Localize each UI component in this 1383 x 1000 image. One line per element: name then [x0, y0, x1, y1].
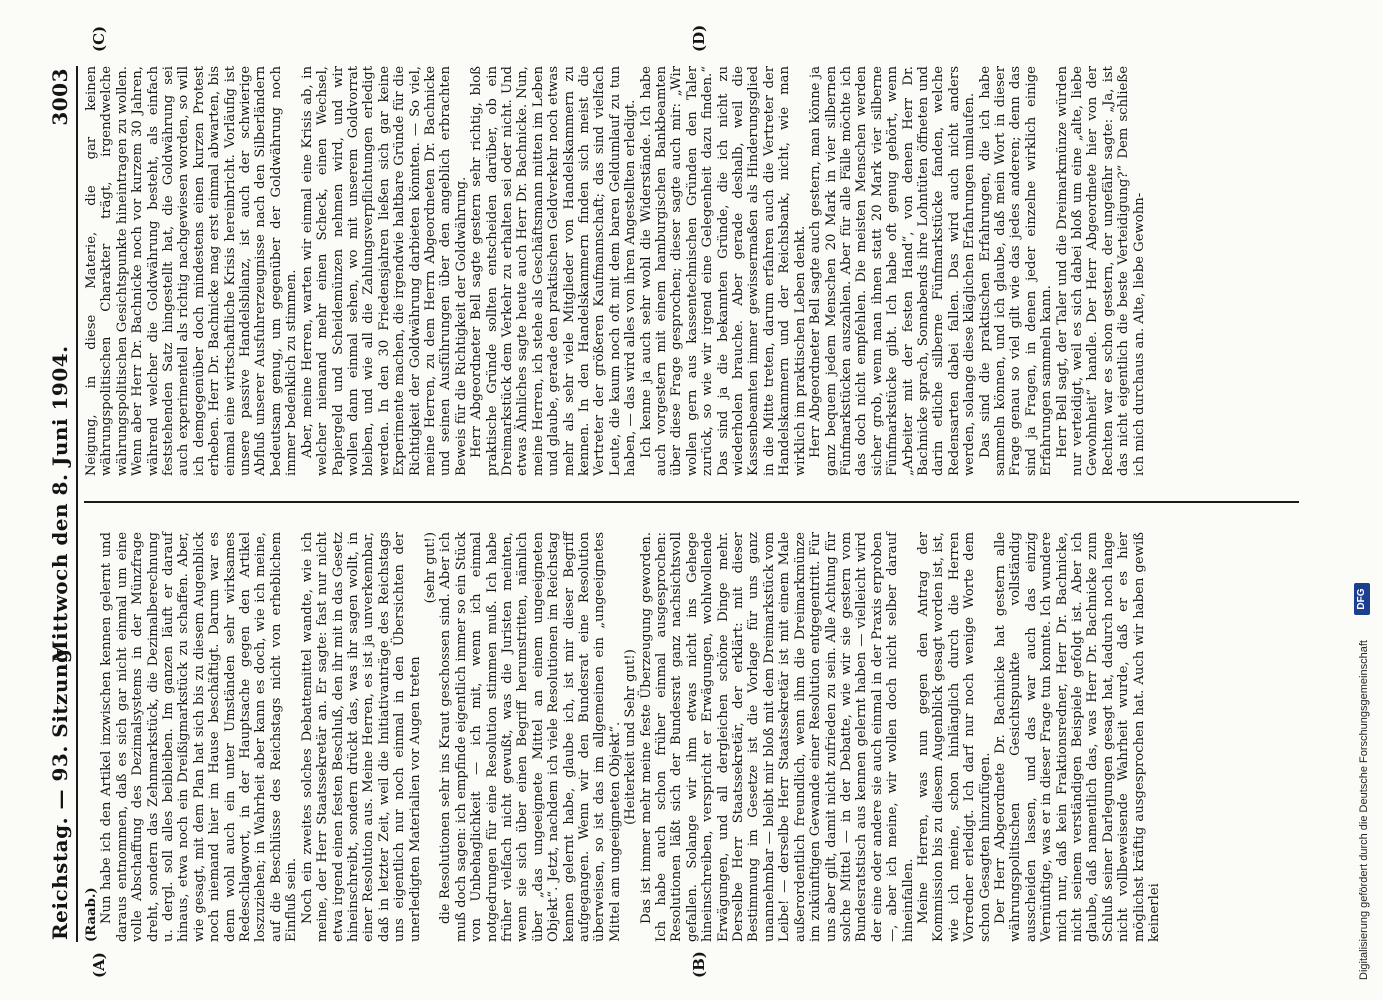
paragraph: Das ist immer mehr meine feste Überzeugung geworden. Ich habe auch schon früher einmal ausgesprochen: Resolutionen läßt sich der Bundesrat ganz nachsichtsvoll gefallen. Solange wir ihm etwas nicht ins Gehege hineinschreiben, verspricht er Erwägungen, wohlwollende Erwägungen, und all dergleichen schöne Dinge mehr. Derselbe Herr Staatssekretär, der erklärt: mit dieser Bestimmung im Gesetze ist die Vorlage für uns ganz unannehmbar — bleibt mir bloß mit dem Dreimarkstück vom Leibe! — derselbe Herr Staatssekretär ist mit einem Male außerordentlich freundlich, wenn ihm die Dreimarkmünze im zukünftigen Gewande einer Resolution entgegentritt. Für uns aber gilt, damit nicht zufrieden zu sein. Alle Achtung für solche Mittel — in der Debatte, wie wir sie gestern vom Bundesratstisch aus kennen gelernt haben — vielleicht wird der eine oder andere sie auch einmal in der Praxis erproben —, aber ich meine, wir wollen doch nicht selber darauf hineinfallen. — [638, 532, 916, 942]
text-column-right — [84, 66, 1299, 476]
margin-mark-c: (C) — [90, 25, 108, 52]
paragraph: Ich kenne ja auch sehr wohl die Widerstände. Ich habe auch vorgestern mit einem hamburgischen Bankbeamten über diese Frage gesprochen; dieser sagte auch mir: „Wir wollen gern aus kassentechnischen Gründen den Taler zurück, so wie wir irgend eine Gelegenheit dazu finden.“ Das sind ja die bekannten Gründe, die ich nicht zu wiederholen brauche. Aber gerade deshalb, weil die Kassenbeamten immer gewissermaßen als Hinderungsglied in die Mitte treten, darum erfahren auch die Vertreter der Handelskammern und der Reichsbank, nicht, wie man wirklich im praktischen Leben denkt. — [638, 66, 808, 476]
paragraph: Meine Herren, was nun gegen den Antrag der Kommission bis zu diesem Augenblick gesagt worden ist, ist, wie ich meine, schon hinlänglich durch die Herren Vorredner erledigt. Ich darf nur noch wenige Worte dem schon Gesagten hinzufügen. — [915, 532, 993, 942]
margin-mark-b: (B) — [690, 951, 708, 978]
digitization-footer — [1352, 20, 1376, 980]
funding-credit: Digitalisierung gefördert durch die Deutsche Forschungsgemeinschaft — [1358, 640, 1370, 980]
margin-mark-d: (D) — [690, 24, 708, 52]
paragraph: Das sind die praktischen Erfahrungen, die ich habe sammeln können, und ich glaube, daß mein Wort in dieser Frage genau so viel gilt wie das jedes anderen; denn das sind ja Fragen, in denen jeder einzelne wirklich einige Erfahrungen sammeln kann. — [977, 66, 1055, 476]
running-header — [46, 66, 78, 942]
page-number: 3003 — [48, 68, 72, 126]
paragraph: Der Herr Abgeordnete Dr. Bachnicke hat gestern alle währungspolitischen Gesichtspunkte vollständig ausscheiden lassen, und das war auch das einzig Vernünftige, was er in dieser Frage tun konnte. Ich wundere mich nur, daß kein Fraktionsredner, Herr Dr. Bachnicke, nicht seinem verständigen Beispiele gefolgt ist. Aber ich glaube, daß namentlich das, was Herr Dr. Bachnicke zum Schluß seiner Darlegungen gesagt hat, dadurch noch lange nicht vollbeweisende Wahrheit wurde, daß er es hier möglichst kräftig ausgesprochen hat. Auch wir haben gewiß keinerlei — [992, 532, 1163, 942]
paragraph: Herr Bell sagt, der Taler und die Dreimarkmünze würden nur verteidigt, weil es sich dabei bloß um eine „alte, liebe Gewohnheit“ handle. Der Herr Abgeordnete hier von der Rechten war es schon gestern, der ungefähr sagte: „Ja, ist das nicht eigentlich die beste Verteidigung?“ Dem schließe ich mich durchaus an. Alte, liebe Gewohn- — [1054, 66, 1147, 476]
header-date: Mittwoch den 8. Juni 1904. — [48, 345, 72, 663]
interjection-note: (Heiterkeit und Sehr gut!) — [623, 649, 639, 825]
paragraph: Herr Abgeordneter Bell sagte auch gestern, man könne ja ganz bequem jedem Menschen 20 Mark in vier silbernen Fünfmarkstücken auszahlen. Aber für alle Fälle möchte ich das doch nicht empfehlen. Die meisten Menschen werden sicher grob, wenn man ihnen statt 20 Mark vier silberne Fünfmarkstücke gibt. Ich habe oft genug gehört, wenn „Arbeiter mit der festen Hand“, von denen Herr Dr. Bachnicke sprach, Sonnabends ihre Lohntüten öffneten und darin etliche silberne Fünfmarkstücke fanden, welche Redensarten dabei fallen. Das wird auch nicht anders werden, solange diese kläglichen Erfahrungen umlaufen. — [808, 66, 978, 476]
paragraph: Nun habe ich den Artikel inzwischen kennen gelernt und daraus entnommen, daß es sich gar nicht einmal um eine volle Abschaffung des Dezimalsystems in der Münzfrage dreht, sondern das Zehnmarkstück, die Dezimalberechnung u. dergl. soll alles beibleiben. Im ganzen läuft er darauf hinaus, etwa noch ein Dreißigmarkstück zu schaffen. Aber, wie gesagt, mit dem Plan hat sich bis zu diesem Augenblick noch niemand hier im Hause beschäftigt. Darum war es denn wohl auch ein unter Umständen sehr wirksames Redeschlagwort, in der Hauptsache gegen den Artikel loszuziehen; in Wahrheit aber kann es doch, wie ich meine, auf die Beschlüsse des Reichstags nicht von erheblichem Einfluß sein. — [99, 532, 300, 942]
margin-mark-a: (A) — [90, 952, 108, 978]
paragraph: Neigung, in diese Materie, die gar keinen währungspolitischen Charakter trägt, irgendwelche währungspolitischen Gesichtspunkte hineintragen zu wollen. Wenn aber Herr Dr. Bachnicke noch vor kurzem 30 Jahren, während welcher die Goldwährung besteht, als einfach feststehenden Satz hingestellt hat, die Goldwährung sei auch experimentell als richtig nachgewiesen worden, so will ich demgegenüber doch mindestens einen kurzen Protest erheben. Herr Dr. Bachnicke mag erst einmal abwarten, bis einmal eine wirtschaftliche Krisis hereinbricht. Vorläufig ist unsere passive Handelsbilanz, ist auch der schwierige Abfluß unserer Ausfuhrerzeugnisse nach den Silberländern bedeutsam genug, um gegenüber der Goldwährung noch immer bedenklich zu stimmen. — [84, 66, 300, 476]
speaker-label: (Raab.) — [84, 887, 99, 942]
column-divider — [84, 501, 1299, 503]
text-column-left — [84, 532, 1299, 942]
interjection-note: (sehr gut!) — [422, 532, 438, 604]
paragraph: Herr Abgeordneter Bell sagte gestern sehr richtig, bloß praktische Gründe sollten entscheiden darüber, ob ein Dreimarkstück dem Verkehr zu erhalten sei oder nicht. Und etwas Ähnliches sagte heute auch Herr Dr. Bachnicke. Nun, meine Herren, ich stehe als Geschäftsmann mitten im Leben und glaube, gerade den praktischen Geldverkehr noch etwas mehr als sehr viele Mitglieder von Handelskammern zu kennen. In den Handelskammern finden sich meist die Vertreter der größeren Kaufmannschaft; das sind vielfach Leute, die kaum noch oft mit dem baren Geldumlauf zu tun haben, — das wird alles von ihren Angestellten erledigt. — [469, 66, 639, 476]
dfg-logo: DFG — [1354, 583, 1370, 615]
paragraph: Aber, meine Herren, warten wir einmal eine Krisis ab, in welcher niemand mehr einen Scheck, einen Wechsel, Papiergeld und Scheidemünzen nehmen wird, und wir wollen dann einmal sehen, wo mit unserem Goldvorrat bleiben, und wie all die Zahlungsverpflichtungen erledigt werden. In den 30 Friedensjahren ließen sich gar keine Experimente machen, die irgendwie haltbare Gründe für die Richtigkeit der Goldwährung darbieten könnten. — So viel, meine Herren, zu dem Herrn Abgeordneten Dr. Bachnicke und seinen Ausführungen über den angeblich erbrachten Beweis für die Richtigkeit der Goldwährung. — [299, 66, 469, 476]
paragraph: die Resolutionen sehr ins Kraut geschossen sind. Aber ich muß doch sagen: ich empfinde eigentlich immer so ein Stück von Unbehaglichkeit — ich mit, wenn ich einmal notgedrungen für eine Resolution stimmen muß. Ich habe früher vielfach nicht gewußt, was die Juristen meinten, wenn sie sich über einen Begriff herumstritten, nämlich über „das ungeeignete Mittel an einem ungeeigneten Objekt“. Jetzt, nachdem ich viele Resolutionen im Reichstag kennen gelernt habe, glaube ich, ist mir dieser Begriff aufgegangen. Wenn wir den Bundesrat eine Resolution überweisen, so ist das im allgemeinen ein „ungeeignetes Mittel am ungeeigneten Objekt“. — [438, 532, 623, 942]
paragraph: Noch ein zweites solches Debattemittel wandte, wie ich meine, der Herr Staatssekretär an. Er sagte: fast nur nicht etwa irgend einen festen Beschluß, den ihr mit in das Gesetz hineinschreibt, sondern drückt das, was ihr sagen wollt, in einer Resolution aus. Meine Herren, es ist ja unverkennbar, daß in letzter Zeit, weil die Initiativanträge des Reichstags uns eigentlich nur noch einmal in den Übersichten der unerledigten Materialien vor Augen treten — [299, 532, 423, 942]
header-session: Reichstag. — 93. Sitzung. — [48, 641, 72, 940]
